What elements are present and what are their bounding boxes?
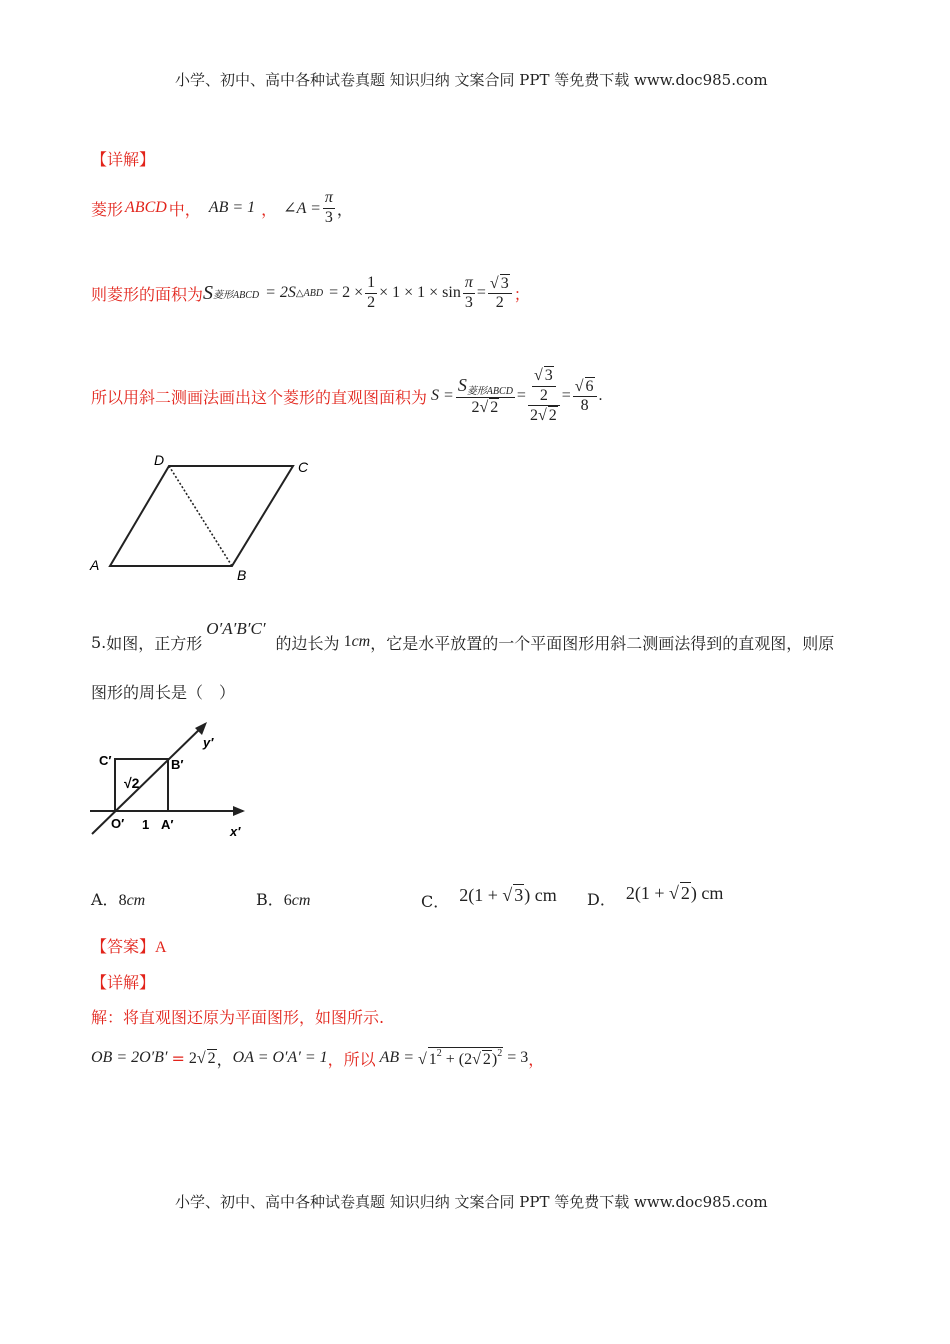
question-5-line-1: 5. 如图，正方形 O′A′B′C′ 的边长为 1 cm ，它是水平放置的一个平面图形用斜二测画法得到的直观图，则原 — [91, 619, 835, 653]
solution-line-3: 所以用斜二测画法画出这个菱形的直观图面积为 S = $\frac{S_{菱形ABCD}}{2√ 2}$ = $\frac{\frac{√ 3}{2}}{2√ 2}$ = $\frac{√ 6}{8}$ . — [91, 367, 603, 425]
vertex-label-d: D — [154, 452, 165, 468]
question-5-line-2: 图形的周长是（ ） — [91, 683, 236, 702]
label-b-prime: B′ — [171, 757, 184, 772]
answer-line: 【答案】A — [91, 937, 167, 956]
label-a-prime: A′ — [161, 817, 174, 832]
solution-line-2: 则菱形的面积为 S 菱形ABCD = 2S △ABD = 2 × $\frac{1}{2}$ × 1 × 1 × sin $\frac{\pi}{3}$ = $\frac{√ 3}{2}$ ； — [91, 274, 530, 311]
solution-line-1: 菱形 ABCD 中， AB = 1 ， ∠A = $\frac{\pi}{3}$ ， — [91, 189, 353, 226]
detail-line-1: 解：将直观图还原为平面图形，如图所示. — [91, 1008, 385, 1027]
vertex-label-a: A — [90, 557, 100, 573]
fraction-half: $\frac{1}{2}$ — [367, 274, 376, 311]
page-footer: 小学、初中、高中各种试卷真题 知识归纳 文案合同 PPT 等免费下载 www.doc985.com — [175, 1193, 768, 1211]
fraction-area-over-2root2: $\frac{S_{菱形ABCD}}{2√ 2}$ — [457, 374, 513, 417]
diagonal-bd — [169, 466, 232, 566]
vertex-label-c: C — [298, 459, 309, 475]
option-d: D． 2(1 + √ 2) cm — [587, 883, 724, 909]
fraction-root3-over-2: $\frac{√ 3}{2}$ — [488, 274, 512, 313]
fraction-pi-over-3: $\frac{\pi}{3}$ — [464, 274, 473, 311]
detail-line-2: OB = 2O′B′ = 2√ 2 ， OA = O′A′ = 1 ，所以 AB = √ $1^2 + (2√$ 2)$^2$ = 3 ， — [91, 1048, 545, 1069]
detail-heading: 【详解】 — [91, 150, 156, 169]
fraction-root6-over-8: $\frac{√ 6}{8}$ — [573, 377, 597, 416]
vertex-label-b: B — [237, 567, 247, 583]
rhombus-figure — [85, 448, 325, 588]
detail-heading-2: 【详解】 — [91, 973, 156, 992]
rhombus-outline — [110, 466, 293, 566]
compound-fraction: $\frac{\frac{√ 3}{2}}{2√ 2}$ — [528, 366, 560, 425]
diagonal-label: √2 — [124, 775, 140, 791]
label-c-prime: C′ — [99, 753, 112, 768]
oblique-square-figure — [85, 716, 260, 846]
y-axis-label: y′ — [203, 735, 214, 750]
page-header: 小学、初中、高中各种试卷真题 知识归纳 文案合同 PPT 等免费下载 www.doc985.com — [175, 71, 768, 89]
x-axis-label: x′ — [230, 824, 241, 839]
option-c: C． 2(1 + √ 3) cm — [421, 885, 557, 911]
option-a: A．8cm — [91, 890, 146, 909]
x-axis-arrow — [233, 806, 245, 816]
label-one: 1 — [142, 817, 150, 832]
label-o-prime: O′ — [111, 816, 125, 831]
fraction-pi-over-3: $\frac{\pi}{3}$ — [324, 189, 333, 226]
option-b: B．6cm — [256, 890, 311, 909]
